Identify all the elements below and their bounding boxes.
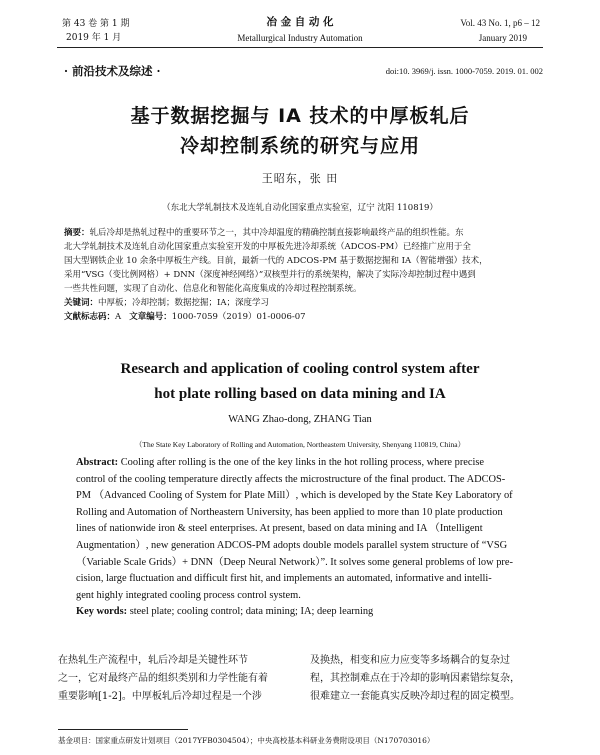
doi: doi:10. 3969/j. issn. 1000-7059. 2019. 01. 002	[385, 66, 543, 76]
keywords-en: steel plate; cooling control; data mining; IA; deep learning	[129, 606, 374, 618]
footnote-rule	[58, 729, 188, 730]
body-left-line: 重要影响[1-2]。中厚板轧后冷却过程是一个涉	[58, 691, 262, 702]
column-label: · 前沿技术及综述 ·	[64, 64, 161, 78]
journal-date-cn: 2019 年 1 月	[66, 33, 122, 43]
abstract-en-line: PM （Advanced Cooling of System for Plate Mill）, which is developed by the State Key Laboratory of	[76, 490, 513, 502]
abstract-cn-line: 采用“VSG（变比例网格）+ DNN（深度神经网络）”双核型并行的系统架构，解决了实际冷却控制过程中遇到	[64, 270, 476, 280]
body-right-line: 及换热，相变和应力应变等多场耦合的复杂过	[310, 655, 510, 666]
abstract-cn-label: 摘要：	[64, 228, 90, 238]
title-cn-line1: 基于数据挖掘与 IA 技术的中厚板轧后	[130, 105, 470, 127]
title-en-line1: Research and application of cooling control system after	[120, 361, 480, 377]
body-left-line: 在热轧生产流程中，轧后冷却是关键性环节	[58, 655, 248, 666]
journal-name-en: Metallurgical Industry Automation	[237, 33, 363, 43]
abstract-cn-line: 北大学轧制技术及连轧自动化国家重点实验室开发的中厚板先进冷却系统（ADCOS-PM）已经推广应用于全	[64, 242, 471, 252]
abstract-en-line: lines of nationwide iron & steel enterprises. At present, based on data mining and IA （Intelligent	[76, 523, 483, 535]
abstract-en-line: Augmentation）, new generation ADCOS-PM adopts double models parallel system structure of “VSG	[76, 539, 508, 551]
abstract-cn-line: 轧后冷却是热轧过程中的重要环节之一，其中冷却温度的精确控制直接影响最终产品的组织性能。东	[89, 228, 464, 238]
body-left-line: 之一，它对最终产品的组织类别和力学性能有着	[58, 673, 268, 684]
keywords-cn-label: 关键词：	[64, 298, 99, 308]
body-right-column	[310, 652, 545, 706]
abstract-cn-line: 国大型钢铁企业 10 余条中厚板生产线。目前，最新一代的 ADCOS-PM 基于数据挖掘和 IA（智能增强）技术，	[64, 256, 488, 266]
article-number: 1000-7059（2019）01-0006-07	[171, 312, 306, 322]
body-left-column	[58, 652, 296, 706]
journal-volume-en: Vol. 43 No. 1, p6 – 12	[460, 18, 540, 28]
classification-code-label: 文献标志码：	[64, 312, 116, 322]
keywords-en-label: Key words:	[76, 606, 128, 618]
abstract-en-line: gent highly integrated cooling process control system.	[76, 589, 301, 601]
classification-code: A	[115, 312, 122, 322]
abstract-en-line: （Variable Scale Grids）+ DNN（Deep Neural Network）”. It solves some general problems of low pre-	[76, 556, 513, 568]
title-en-line2: hot plate rolling based on data mining and IA	[154, 386, 446, 402]
affiliation-en: （The State Key Laboratory of Rolling and Automation, Northeastern University, Shenyang 110819, China）	[134, 440, 466, 449]
abstract-en-line: cision, large fluctuation and difficult first hit, and implements an automated, informative and intelli-	[76, 573, 492, 585]
journal-volume-issue: 第 43 卷 第 1 期	[62, 19, 130, 29]
journal-name-cn: 冶 金 自 动 化	[266, 16, 334, 28]
abstract-en-label: Abstract:	[76, 457, 119, 468]
affiliation-cn: （东北大学轧制技术及连轧自动化国家重点实验室，辽宁 沈阳 110819）	[162, 203, 438, 213]
abstract-en	[76, 455, 538, 621]
body-right-line: 程，其控制难点在于冷却的影响因素错综复杂，	[310, 673, 520, 684]
abstract-cn	[64, 226, 544, 324]
abstract-en-line: control of the cooling temperature directly affects the microstructure of the final product. The ADCOS-	[76, 473, 506, 485]
journal-date-en: January 2019	[478, 33, 527, 43]
title-cn-line2: 冷却控制系统的研究与应用	[179, 135, 420, 157]
authors-cn: 王昭东，张 田	[261, 172, 339, 185]
abstract-cn-line: 一些共性问题，实现了自动化、信息化和智能化高度集成的冷却过程控制系统。	[64, 284, 362, 294]
abstract-en-line: Rolling and Automation of Northeastern University, has been applied to more than 10 plate production	[76, 506, 503, 518]
authors-en: WANG Zhao-dong, ZHANG Tian	[228, 414, 372, 425]
body-right-line: 很难建立一套能真实反映冷却过程的固定模型。	[310, 691, 520, 702]
header-rule	[57, 47, 543, 48]
footnote-funding: 基金项目：国家重点研发计划项目（2017YFB0304504）；中央高校基本科研业务费附设项目（N170703016）	[58, 736, 435, 745]
article-number-label: 文章编号：	[129, 312, 172, 322]
keywords-cn: 中厚板；冷却控制；数据挖掘；IA；深度学习	[98, 298, 270, 308]
abstract-en-line: Cooling after rolling is the one of the key links in the hot rolling process, where precise	[120, 457, 485, 468]
